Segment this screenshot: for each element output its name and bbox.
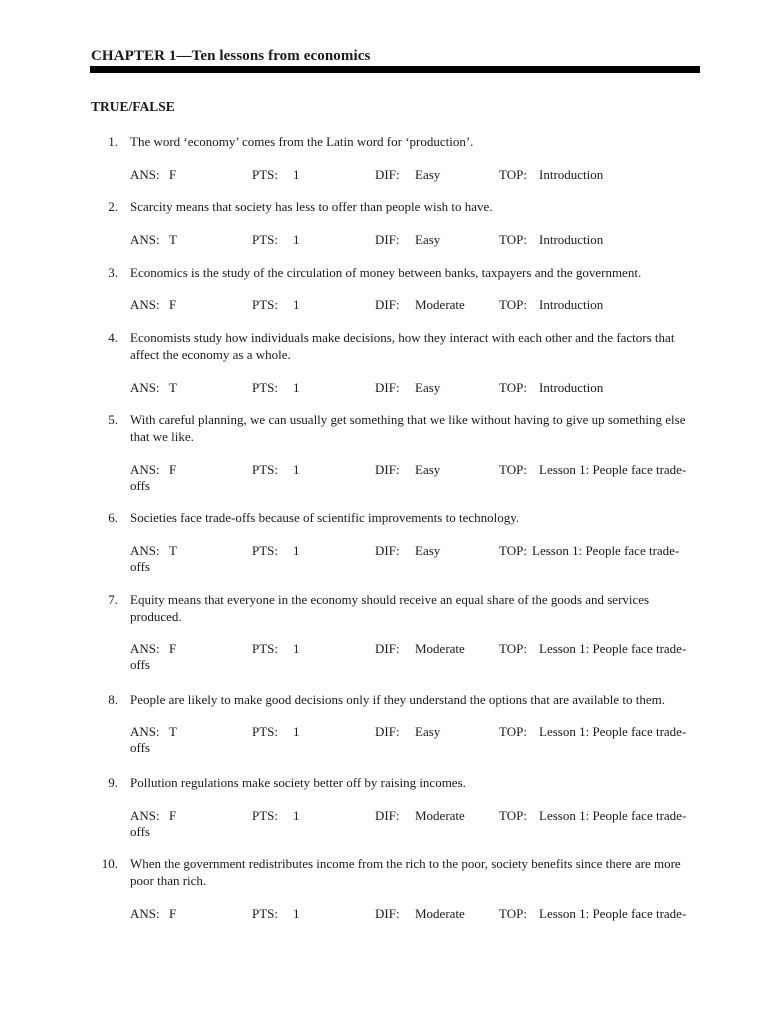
answer-row (130, 461, 702, 495)
top-label: TOP: (499, 462, 527, 477)
dif-label: DIF: (375, 297, 400, 312)
top-value: Lesson 1: People face trade- (539, 906, 687, 921)
pts-value: 1 (293, 724, 300, 739)
pts-label: PTS: (252, 641, 279, 656)
ans-label: ANS: (130, 167, 160, 182)
pts-value: 1 (293, 167, 300, 182)
top-label: TOP: (499, 641, 527, 656)
chapter-title: CHAPTER 1—Ten lessons from economics (91, 48, 371, 64)
ans-label: ANS: (130, 462, 160, 477)
dif-value: Moderate (415, 297, 465, 312)
pts-label: PTS: (252, 297, 279, 312)
pts-value: 1 (293, 297, 300, 312)
answer-row (130, 905, 702, 939)
question-number: 4. (108, 330, 118, 345)
top-value: Lesson 1: People face trade- (539, 808, 687, 823)
answer-row (130, 379, 702, 413)
question-number: 1. (108, 134, 118, 149)
top-label: TOP: (499, 297, 527, 312)
heading-rule (90, 66, 700, 73)
top-label: TOP: (499, 808, 527, 823)
topic-continuation: offs (130, 740, 150, 755)
top-value: Introduction (539, 232, 604, 247)
ans-value: F (169, 297, 177, 312)
pts-value: 1 (293, 380, 300, 395)
dif-label: DIF: (375, 232, 400, 247)
top-value: Lesson 1: People face trade- (539, 641, 687, 656)
question-number: 8. (108, 692, 118, 707)
dif-value: Easy (415, 167, 441, 182)
pts-label: PTS: (252, 906, 279, 921)
answer-row (130, 231, 702, 265)
dif-label: DIF: (375, 543, 400, 558)
dif-label: DIF: (375, 808, 400, 823)
pts-label: PTS: (252, 543, 279, 558)
question-text: Scarcity means that society has less to offer than people wish to have. (130, 199, 493, 214)
pts-label: PTS: (252, 232, 279, 247)
dif-value: Easy (415, 232, 441, 247)
top-label: TOP: (499, 167, 527, 182)
answer-row (130, 296, 702, 330)
question-text: Pollution regulations make society better off by raising incomes. (130, 775, 466, 790)
topic-continuation: offs (130, 478, 150, 493)
ans-value: F (169, 167, 177, 182)
ans-value: F (169, 808, 177, 823)
dif-value: Easy (415, 380, 441, 395)
ans-value: T (169, 380, 177, 395)
top-label: TOP: (499, 724, 527, 739)
ans-label: ANS: (130, 297, 160, 312)
ans-label: ANS: (130, 380, 160, 395)
pts-label: PTS: (252, 808, 279, 823)
top-value: Lesson 1: People face trade- (539, 462, 687, 477)
top-value: Lesson 1: People face trade- (539, 724, 687, 739)
pts-value: 1 (293, 906, 300, 921)
dif-value: Moderate (415, 641, 465, 656)
pts-label: PTS: (252, 167, 279, 182)
ans-value: T (169, 543, 177, 558)
top-value: Introduction (539, 167, 604, 182)
top-value: Introduction (539, 297, 604, 312)
answer-row (130, 166, 702, 200)
top-value: Lesson 1: People face trade- (532, 543, 680, 558)
dif-label: DIF: (375, 380, 400, 395)
ans-label: ANS: (130, 724, 160, 739)
pts-value: 1 (293, 462, 300, 477)
pts-label: PTS: (252, 724, 279, 739)
question-number: 6. (108, 510, 118, 525)
answer-row (130, 807, 702, 841)
section-heading: TRUE/FALSE (91, 99, 175, 114)
topic-continuation: offs (130, 559, 150, 574)
question-text: With careful planning, we can usually get something that we like without having to give up something else that we like. (130, 412, 686, 444)
dif-value: Moderate (415, 808, 465, 823)
question-text: Economists study how individuals make decisions, how they interact with each other and the factors that affect the economy as a whole. (130, 330, 675, 362)
question-number: 7. (108, 592, 118, 607)
top-label: TOP: (499, 906, 527, 921)
question-text: Economics is the study of the circulation of money between banks, taxpayers and the government. (130, 265, 642, 280)
dif-value: Easy (415, 462, 441, 477)
top-label: TOP: (499, 232, 527, 247)
pts-value: 1 (293, 808, 300, 823)
question-text: When the government redistributes income from the rich to the poor, society benefits since there are more poor than rich. (130, 856, 681, 888)
ans-value: F (169, 641, 177, 656)
pts-label: PTS: (252, 380, 279, 395)
topic-continuation: offs (130, 824, 150, 839)
dif-value: Easy (415, 543, 441, 558)
question-text: Equity means that everyone in the economy should receive an equal share of the goods and services produced. (130, 592, 650, 624)
question-number: 5. (108, 412, 118, 427)
dif-label: DIF: (375, 641, 400, 656)
top-label: TOP: (499, 543, 527, 558)
question-number: 3. (108, 265, 118, 280)
ans-value: T (169, 724, 177, 739)
dif-label: DIF: (375, 906, 400, 921)
question-text: People are likely to make good decisions only if they understand the options that are available to them. (130, 692, 666, 707)
answer-row (130, 542, 702, 576)
top-label: TOP: (499, 380, 527, 395)
question-number: 10. (101, 856, 118, 871)
dif-value: Moderate (415, 906, 465, 921)
dif-label: DIF: (375, 167, 400, 182)
ans-label: ANS: (130, 808, 160, 823)
dif-value: Easy (415, 724, 441, 739)
question-text: Societies face trade-offs because of scientific improvements to technology. (130, 510, 520, 525)
pts-label: PTS: (252, 462, 279, 477)
pts-value: 1 (293, 543, 300, 558)
top-value: Introduction (539, 380, 604, 395)
question-number: 9. (108, 775, 118, 790)
pts-value: 1 (293, 641, 300, 656)
ans-label: ANS: (130, 906, 160, 921)
answer-row (130, 723, 702, 757)
question-text: The word ‘economy’ comes from the Latin word for ‘production’. (130, 134, 474, 149)
ans-value: T (169, 232, 177, 247)
ans-label: ANS: (130, 543, 160, 558)
answer-row (130, 640, 702, 674)
dif-label: DIF: (375, 462, 400, 477)
ans-label: ANS: (130, 641, 160, 656)
dif-label: DIF: (375, 724, 400, 739)
pts-value: 1 (293, 232, 300, 247)
topic-continuation: offs (130, 657, 150, 672)
ans-label: ANS: (130, 232, 160, 247)
question-number: 2. (108, 199, 118, 214)
ans-value: F (169, 462, 177, 477)
ans-value: F (169, 906, 177, 921)
